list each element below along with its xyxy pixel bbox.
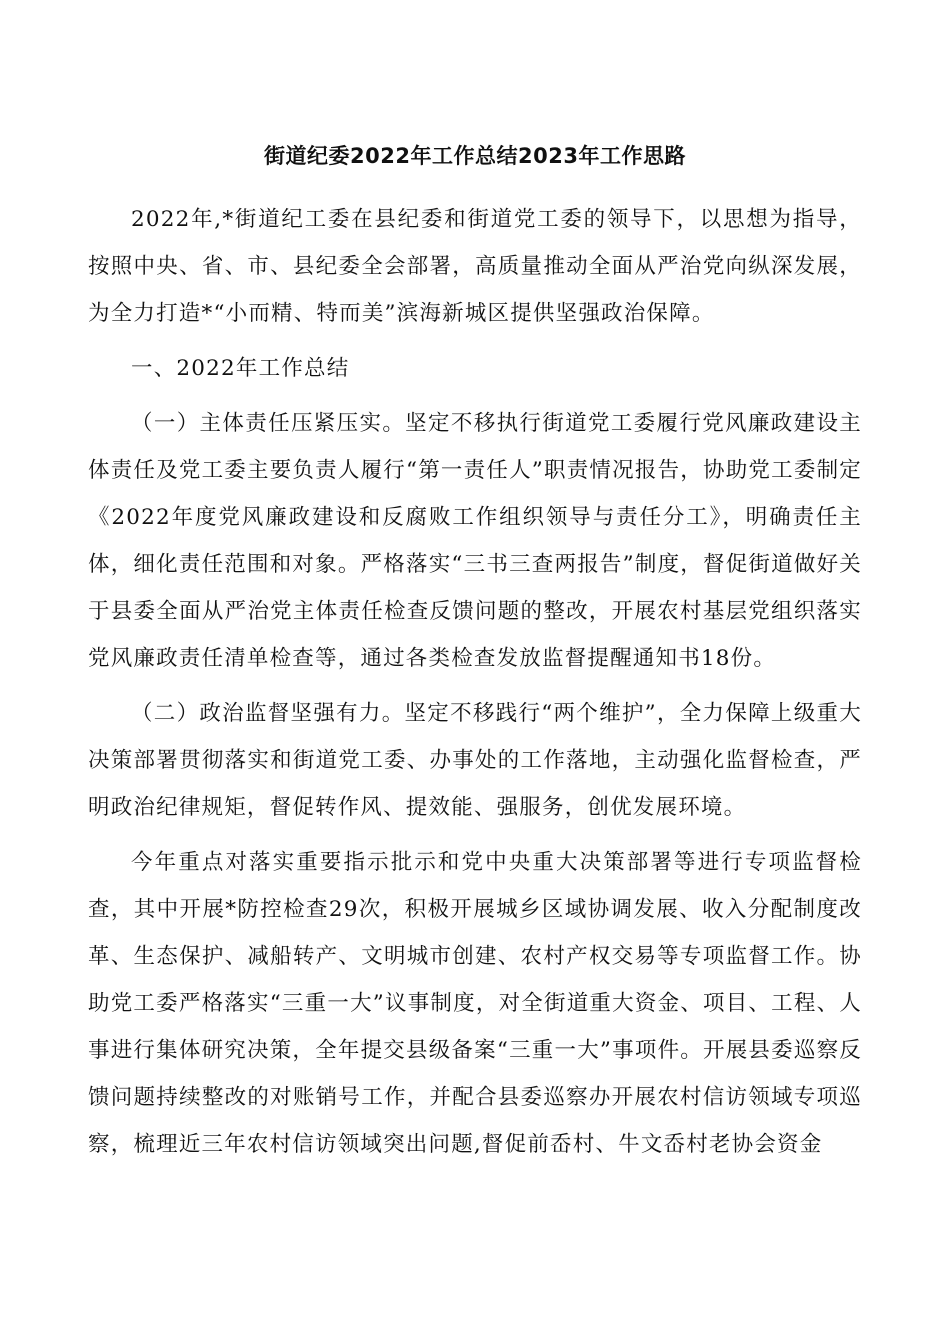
document-title: 街道纪委2022年工作总结2023年工作思路 — [264, 144, 686, 168]
document-body — [88, 196, 862, 1176]
paragraph-responsibility: （一）主体责任压紧压实。坚定不移执行街道党工委履行党风廉政建设主体责任及党工委主要负责人履行“第一责任人”职责情况报告，协助党工委制定《2022年度党风廉政建设和反腐败工作组织领导与责任分工》，明确责任主体，细化责任范围和对象。严格落实“三书三查两报告”制度，督促街道做好关于县委全面从严治党主体责任检查反馈问题的整改，开展农村基层党组织落实党风廉政责任清单检查等，通过各类检查发放监督提醒通知书18份。 — [88, 411, 862, 671]
paragraph-political-supervision: （二）政治监督坚强有力。坚定不移践行“两个维护”，全力保障上级重大决策部署贯彻落实和街道党工委、办事处的工作落地，主动强化监督检查，严明政治纪律规矩，督促转作风、提效能、强服务，创优发展环境。 — [88, 701, 862, 820]
section-heading-summary: 一、2022年工作总结 — [131, 356, 350, 381]
paragraph-key-inspections: 今年重点对落实重要指示批示和党中央重大决策部署等进行专项监督检查，其中开展*防控检查29次，积极开展城乡区域协调发展、收入分配制度改革、生态保护、减船转产、文明城市创建、农村产权交易等专项监督工作。协助党工委严格落实“三重一大”议事制度，对全街道重大资金、项目、工程、人事进行集体研究决策，全年提交县级备案“三重一大”事项件。开展县委巡察反馈问题持续整改的对账销号工作，并配合县委巡察办开展农村信访领域专项巡察，梳理近三年农村信访领域突出问题,督促前岙村、牛文岙村老协会资金 — [88, 850, 862, 1157]
intro-paragraph: 2022年,*街道纪工委在县纪委和街道党工委的领导下，以思想为指导，按照中央、省、市、县纪委全会部署，高质量推动全面从严治党向纵深发展，为全力打造*“小而精、特而美”滨海新城区提供坚强政治保障。 — [88, 207, 862, 326]
